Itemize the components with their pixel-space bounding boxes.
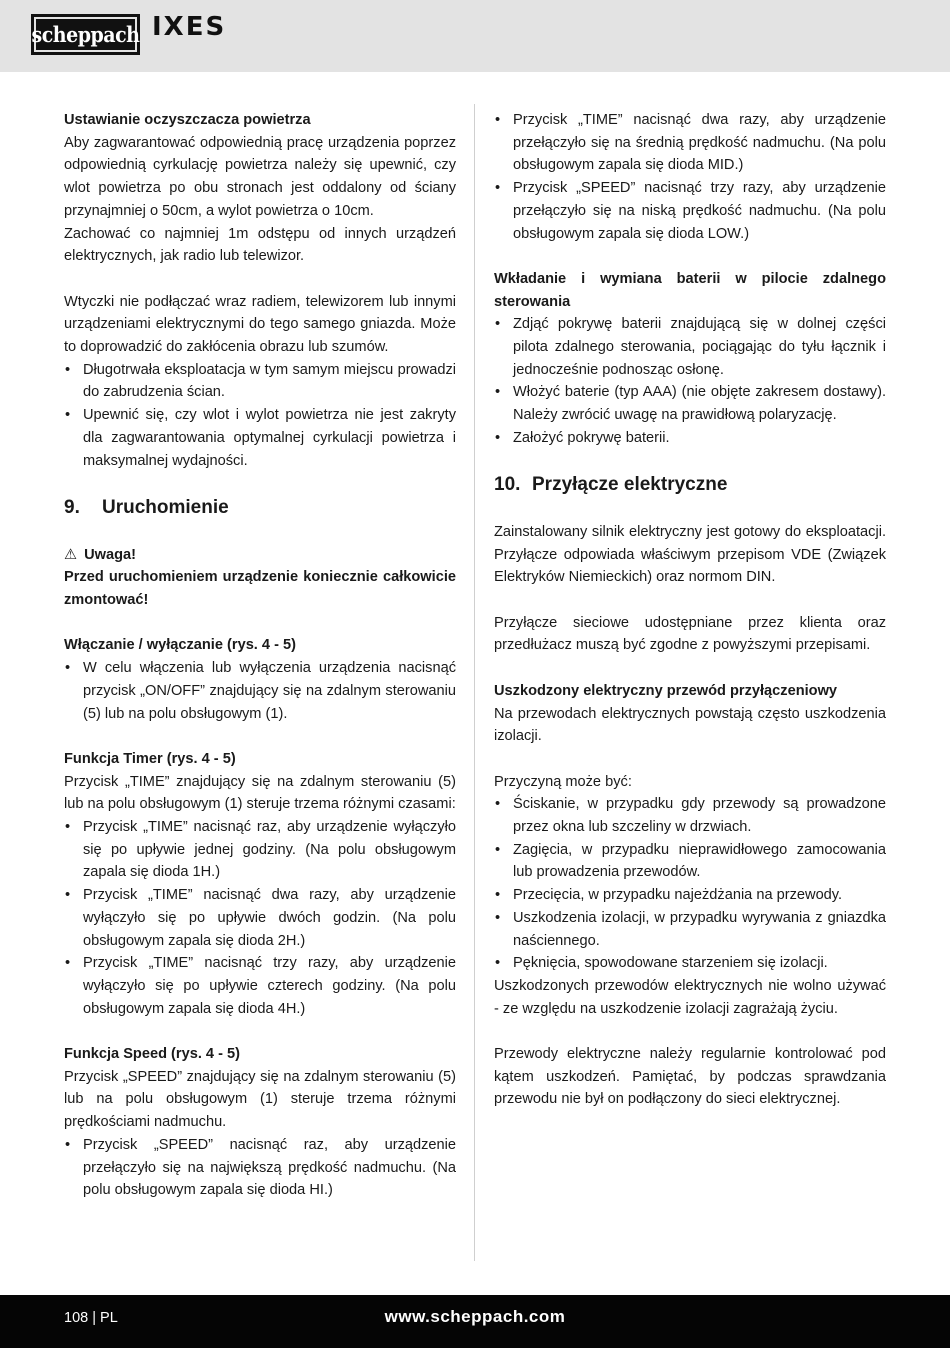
timer-title: Funkcja Timer (rys. 4 - 5) xyxy=(64,750,236,767)
setup-paragraph-3: Wtyczki nie podłączać wraz radiem, telewizorem lub innymi urządzeniami elektrycznymi do tego samego gniazda. Może to doprowadzić do zakłócenia obrazu lub szumów. xyxy=(64,293,456,356)
setup-paragraph-1: Aby zagwarantować odpowiednią pracę urządzenia poprzez odpowiednią cyrkulację powietrza należy się upewnić, czy wlot powietrza po obu stronach jest oddalony od ściany przynajmniej o 50cm, a wylot powietrza o 10cm. xyxy=(64,134,456,219)
list-item: • Pęknięcia, spowodowane starzeniem się izolacji. xyxy=(494,952,886,975)
setup-paragraph-2: Zachować co najmniej 1m odstępu od innych urządzeń elektrycznych, jak radio lub telewizor. xyxy=(64,225,456,265)
list-item: • Przycisk „TIME” nacisnąć dwa razy, aby urządzenie przełączyło się na średnią prędkość nadmuchu. (Na polu obsługowym zapala się dioda MID.) xyxy=(494,109,886,177)
list-item: • Założyć pokrywę baterii. xyxy=(494,427,886,450)
warning-triangle-icon: ⚠ xyxy=(64,546,78,563)
list-item: • Przycisk „TIME” nacisnąć raz, aby urządzenie wyłączyło się po upływie jednej godziny. (Na polu obsługowym zapala się dioda 1H.) xyxy=(64,816,456,884)
speed-title: Funkcja Speed (rys. 4 - 5) xyxy=(64,1046,240,1063)
battery-title: Wkładanie i wymiana baterii w pilocie zdalnego sterowania xyxy=(494,270,886,310)
column-divider xyxy=(474,104,475,1261)
setup-bullet-list xyxy=(64,359,456,473)
list-item: • Ściskanie, w przypadku gdy przewody są prowadzone przez okna lub szczeliny w drzwiach. xyxy=(494,793,886,838)
warning-text: Przed uruchomieniem urządzenie koniecznie całkowicie zmontować! xyxy=(64,569,456,609)
list-item: • W celu włączenia lub wyłączenia urządzenia nacisnąć przycisk „ON/OFF” znajdujący się na zdalnym sterowaniu (5) lub na polu obsługowym (1). xyxy=(64,657,456,725)
speed-bullet-list xyxy=(64,1134,456,1202)
list-item: • Przycisk „SPEED” nacisnąć trzy razy, aby urządzenie przełączyło się na niską prędkość nadmuchu. (Na polu obsługowym zapala się dioda LOW.) xyxy=(494,177,886,245)
scheppach-logo: scheppach xyxy=(31,14,140,55)
list-item: • Długotrwała eksploatacja w tym samym miejscu prowadzi do zabrudzenia ścian. xyxy=(64,359,456,404)
onoff-bullet-list xyxy=(64,657,456,725)
setup-title: Ustawianie oczyszczacza powietrza xyxy=(64,112,311,128)
list-item: • Przycisk „TIME” nacisnąć trzy razy, aby urządzenie wyłączyło się po upływie czterech godziny. (Na polu obsługowym zapala się dioda 4H.) xyxy=(64,952,456,1020)
onoff-title: Włączanie / wyłączanie (rys. 4 - 5) xyxy=(64,637,296,654)
warning-title: ⚠ Uwaga! xyxy=(64,544,456,567)
page-number: 108 | PL xyxy=(64,1310,118,1326)
ixes-logo: IXES xyxy=(152,12,227,42)
speed-paragraph: Przycisk „SPEED” znajdujący się na zdalnym sterowaniu (5) lub na polu obsługowym (1) steruje trzema różnymi prędkościami nadmuchu. xyxy=(64,1068,456,1131)
right-column xyxy=(494,109,886,1111)
battery-bullet-list xyxy=(494,313,886,449)
cause-intro: Przyczyną może być: xyxy=(494,773,632,790)
speed-bullet-list-continued xyxy=(494,109,886,245)
list-item: • Uszkodzenia izolacji, w przypadku wyrywania z gniazdka naściennego. xyxy=(494,907,886,952)
damaged-cable-title: Uszkodzony elektryczny przewód przyłączeniowy xyxy=(494,682,838,699)
list-item: • Przecięcia, w przypadku najeżdżania na przewody. xyxy=(494,884,886,907)
left-column xyxy=(64,109,456,1202)
list-item: • Przycisk „SPEED” nacisnąć raz, aby urządzenie przełączyło się na największą prędkość nadmuchu. (Na polu obsługowym zapala się dioda HI.) xyxy=(64,1134,456,1202)
cause-after-paragraph: Uszkodzonych przewodów elektrycznych nie wolno używać - ze względu na uszkodzenie izolacji zagrażają życiu. xyxy=(494,977,886,1017)
list-item: • Zdjąć pokrywę baterii znajdującą się w dolnej części pilota zdalnego sterowania, pociągając do tyłu łącznik i jednocześnie podnosząc osłonę. xyxy=(494,313,886,381)
cause-bullet-list xyxy=(494,793,886,975)
electric-paragraph-2: Przyłącze sieciowe udostępniane przez klienta oraz przedłużacz muszą być zgodne z powyższymi przepisami. xyxy=(494,614,886,654)
section-9-heading: 9. Uruchomienie xyxy=(64,496,229,518)
damaged-cable-paragraph: Na przewodach elektrycznych powstają często uszkodzenia izolacji. xyxy=(494,705,886,745)
list-item: • Upewnić się, czy wlot i wylot powietrza nie jest zakryty dla zagwarantowania optymalnej cyrkulacji powietrza i maksymalnej wydajności. xyxy=(64,404,456,472)
footer-bar xyxy=(0,1295,950,1348)
check-paragraph: Przewody elektryczne należy regularnie kontrolować pod kątem uszkodzeń. Pamiętać, by podczas sprawdzania przewodu nie był on podłączony do sieci elektrycznej. xyxy=(494,1046,886,1108)
timer-bullet-list xyxy=(64,816,456,1020)
list-item: • Zagięcia, w przypadku nieprawidłowego zamocowania lub prowadzenia przewodów. xyxy=(494,839,886,884)
section-10-heading: 10. Przyłącze elektryczne xyxy=(494,474,728,496)
header-bar xyxy=(0,0,950,72)
list-item: • Przycisk „TIME” nacisnąć dwa razy, aby urządzenie wyłączyło się po upływie dwóch godzin. (Na polu obsługowym zapala się dioda 2H.) xyxy=(64,884,456,952)
website-link[interactable]: www.scheppach.com xyxy=(384,1307,566,1326)
electric-paragraph-1: Zainstalowany silnik elektryczny jest gotowy do eksploatacji. Przyłącze odpowiada właściwym przepisom VDE (Związek Elektryków Niemieckich) oraz normom DIN. xyxy=(494,523,886,586)
list-item: • Włożyć baterie (typ AAA) (nie objęte zakresem dostawy). Należy zwrócić uwagę na prawidłową polaryzację. xyxy=(494,381,886,426)
timer-paragraph: Przycisk „TIME” znajdujący się na zdalnym sterowaniu (5) lub na polu obsługowym (1) steruje trzema różnymi czasami: xyxy=(64,773,456,813)
